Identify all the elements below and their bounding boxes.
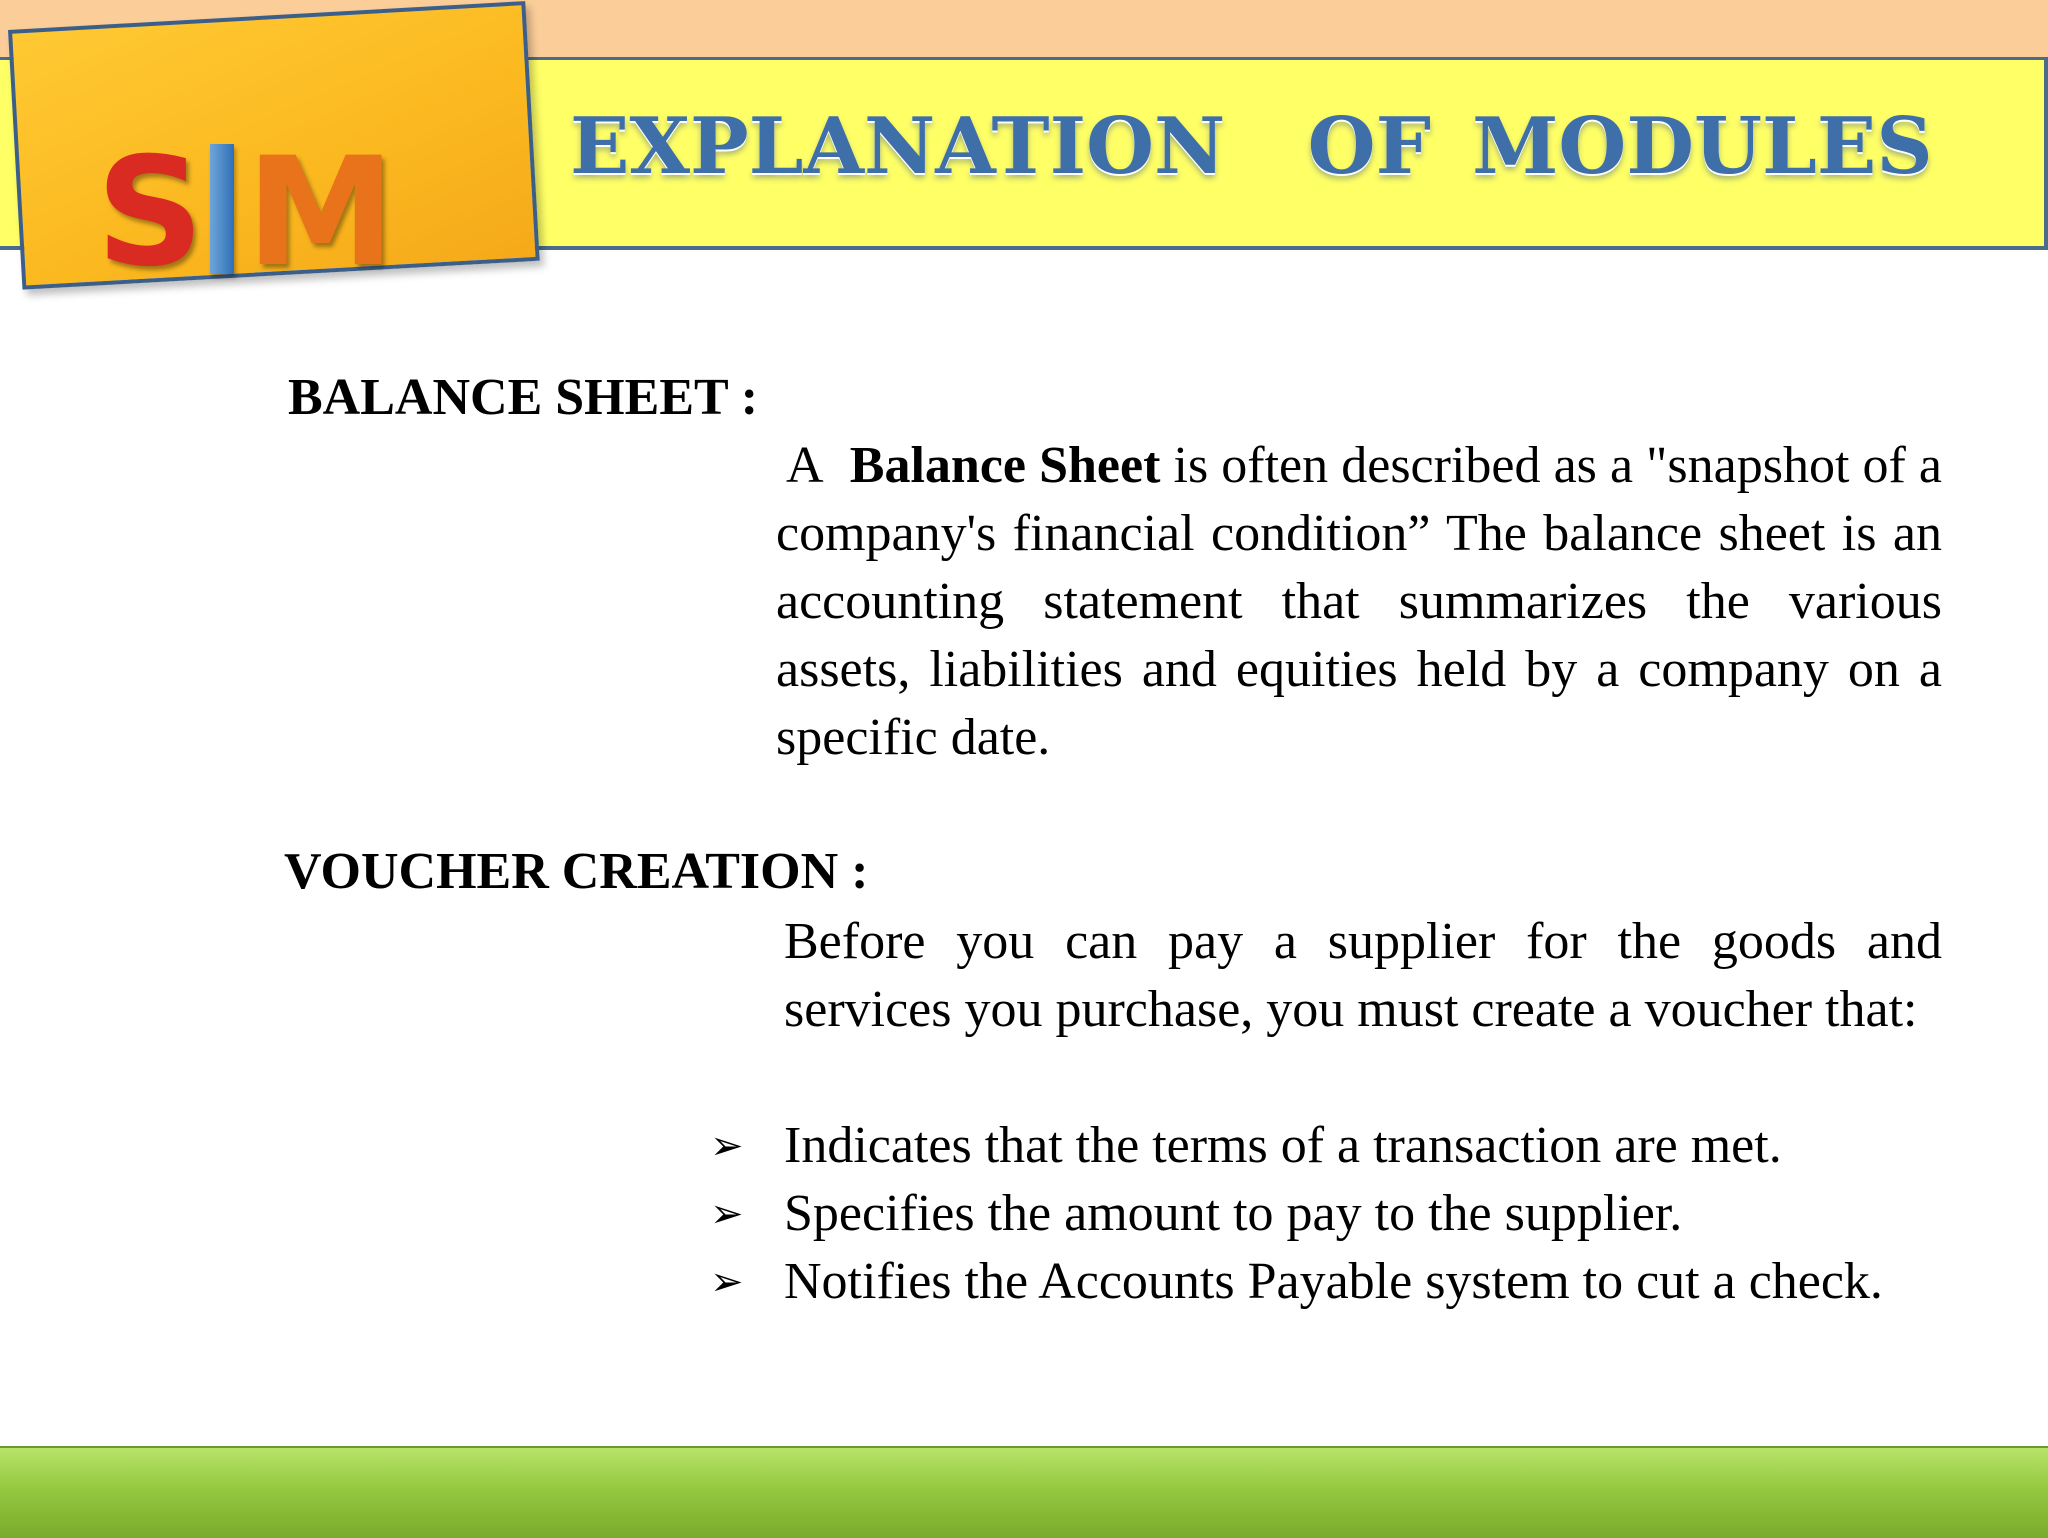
list-item	[710, 1112, 1942, 1180]
sim-logo	[96, 126, 392, 300]
logo-letter-s: S	[96, 126, 201, 300]
bullet-text: Indicates that the terms of a transaction are met.	[784, 1117, 1782, 1174]
balance-sheet-body: is often described as a "snapshot of a company's financial condition” The balance sheet is an accounting statement that summarizes the various assets, liabilities and equities held by a company on a specific date.	[776, 437, 1943, 766]
arrowhead-bullet-icon: ➢	[710, 1259, 744, 1305]
balance-sheet-term: Balance Sheet	[849, 437, 1161, 494]
list-item	[710, 1248, 1942, 1316]
voucher-bullet-list	[710, 1112, 1942, 1316]
arrowhead-bullet-icon: ➢	[710, 1123, 744, 1169]
logo-letter-m: M	[246, 126, 392, 300]
voucher-creation-paragraph: Before you can pay a supplier for the goods and services you purchase, you must create a voucher that:	[784, 913, 1942, 1038]
logo-letter-i-bar	[210, 144, 234, 274]
bullet-text: Specifies the amount to pay to the supplier.	[784, 1185, 1683, 1242]
balance-sheet-paragraph	[776, 432, 1942, 772]
slide-title: EXPLANATION OF MODULES	[570, 101, 1933, 192]
voucher-creation-heading: VOUCHER CREATION :	[284, 843, 869, 900]
list-item	[710, 1180, 1942, 1248]
footer-bar	[0, 1446, 2048, 1538]
bullet-text: Notifies the Accounts Payable system to cut a check.	[784, 1253, 1883, 1310]
balance-sheet-heading: BALANCE SHEET :	[288, 369, 759, 426]
arrowhead-bullet-icon: ➢	[710, 1191, 744, 1237]
balance-sheet-article: A	[786, 437, 824, 494]
